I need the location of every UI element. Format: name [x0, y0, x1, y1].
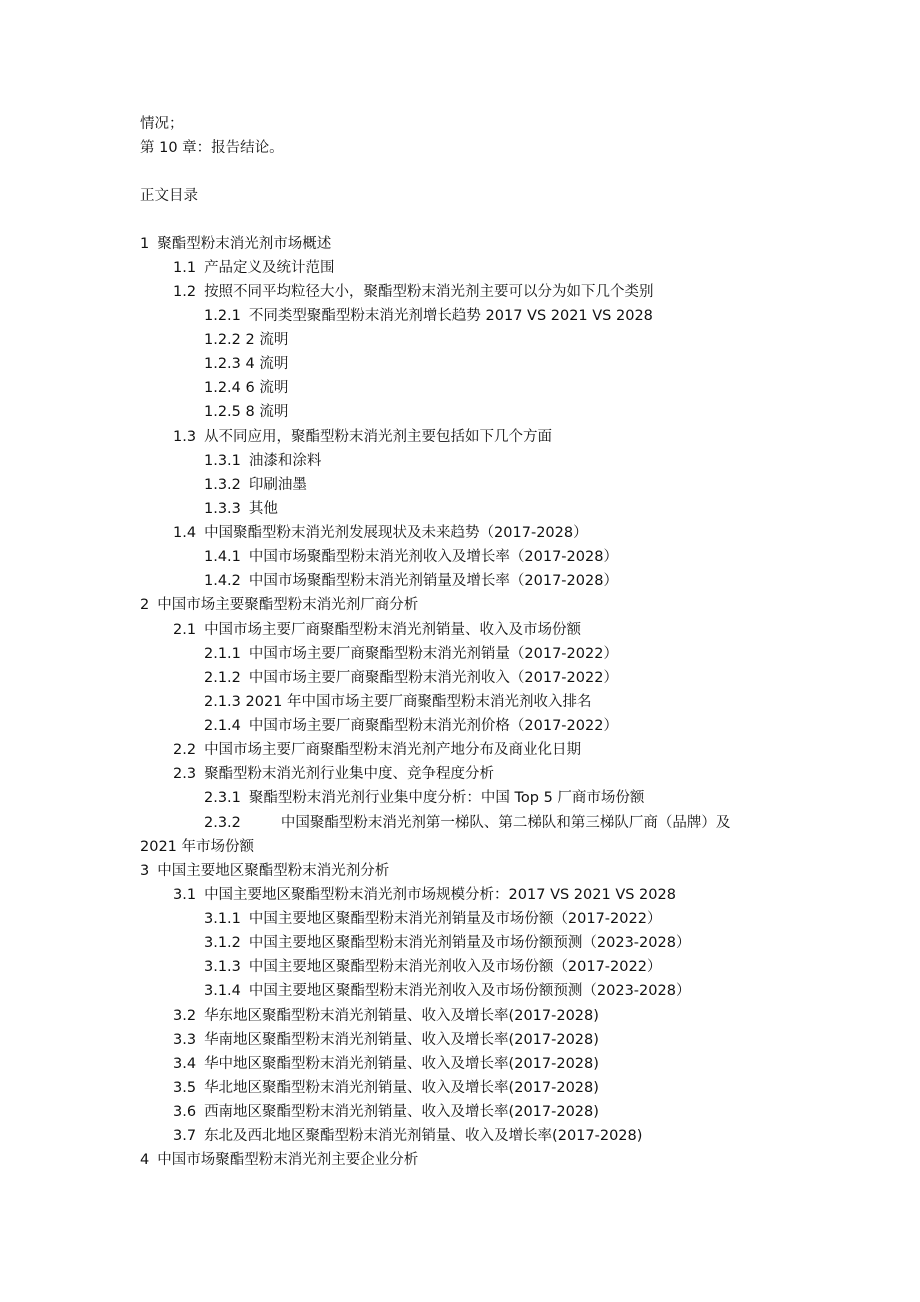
toc-entry-3-1 [173, 885, 676, 905]
toc-entry-2-2 [173, 740, 581, 760]
toc-number: 3.3 [173, 1032, 197, 1048]
toc-entry-3-1-3 [204, 957, 661, 977]
toc-title-text: 中国主要地区聚酯型粉末消光剂市场规模分析：2017 VS 2021 VS 2028 [204, 887, 676, 903]
toc-number: 2.1.2 [204, 670, 241, 686]
toc-title-text: 聚酯型粉末消光剂行业集中度分析：中国 Top 5 厂商市场份额 [248, 790, 645, 806]
toc-number: 2.3.2 [204, 815, 241, 831]
toc-title-text: 中国主要地区聚酯型粉末消光剂分析 [157, 863, 390, 879]
toc-entry-1-3 [173, 427, 552, 447]
toc-number: 3.1 [173, 887, 197, 903]
toc-number: 3.1.1 [204, 911, 241, 927]
toc-title-text: 不同类型聚酯型粉末消光剂增长趋势 2017 VS 2021 VS 2028 [248, 308, 653, 324]
toc-number: 1.1 [173, 260, 197, 276]
toc-title-text: 西南地区聚酯型粉末消光剂销量、收入及增长率(2017-2028) [204, 1104, 599, 1120]
toc-number: 3 [140, 863, 150, 879]
toc-entry-3-5 [173, 1078, 599, 1098]
toc-title-text: 油漆和涂料 [248, 453, 322, 469]
toc-number: 1.3.2 [204, 477, 241, 493]
toc-number: 4 [140, 1152, 150, 1168]
toc-number: 3.4 [173, 1056, 197, 1072]
toc-title-text: 中国主要地区聚酯型粉末消光剂销量及市场份额（2017-2022） [248, 911, 662, 927]
toc-entry-1-4-2 [204, 571, 618, 591]
toc-title-text: 东北及西北地区聚酯型粉末消光剂销量、收入及增长率(2017-2028) [204, 1128, 643, 1144]
toc-number: 2.1.1 [204, 646, 241, 662]
toc-number: 2.3.1 [204, 790, 241, 806]
toc-entry-2-1-3: 2.1.3 2021 年中国市场主要厂商聚酯型粉末消光剂收入排名 [204, 694, 592, 710]
toc-title: 正文目录 [140, 188, 198, 204]
toc-title-text: 中国市场聚酯型粉末消光剂主要企业分析 [157, 1152, 419, 1168]
toc-entry-1-2-5: 1.2.5 8 流明 [204, 404, 289, 420]
toc-entry-1-4 [173, 523, 588, 543]
toc-number: 3.1.2 [204, 935, 241, 951]
toc-title-text: 中国市场主要厂商聚酯型粉末消光剂产地分布及商业化日期 [204, 742, 582, 758]
toc-title-text: 聚酯型粉末消光剂行业集中度、竞争程度分析 [204, 766, 495, 782]
toc-number: 2.1 [173, 622, 197, 638]
toc-entry-2-1 [173, 620, 581, 640]
toc-entry-2-3-1 [204, 788, 644, 808]
toc-entry-3-4 [173, 1054, 599, 1074]
toc-entry-2-1-2 [204, 668, 618, 688]
toc-entry-1 [140, 234, 331, 254]
toc-entry-2-3-2-continuation: 2021 年市场份额 [140, 839, 255, 855]
toc-title-text: 中国主要地区聚酯型粉末消光剂收入及市场份额预测（2023-2028） [248, 983, 691, 999]
toc-entry-1-2-3: 1.2.3 4 流明 [204, 356, 289, 372]
toc-entry-3-1-1 [204, 909, 661, 929]
toc-title-text: 中国市场聚酯型粉末消光剂收入及增长率（2017-2028） [248, 549, 618, 565]
toc-entry-2-3 [173, 764, 494, 784]
toc-title-text: 中国聚酯型粉末消光剂第一梯队、第二梯队和第三梯队厂商（品牌）及 [280, 815, 731, 831]
toc-title-text: 按照不同平均粒径大小，聚酯型粉末消光剂主要可以分为如下几个类别 [204, 284, 654, 300]
toc-title-text: 华东地区聚酯型粉末消光剂销量、收入及增长率(2017-2028) [204, 1008, 599, 1024]
toc-entry-1-2-1 [204, 306, 653, 326]
toc-entry-1-2-2: 1.2.2 2 流明 [204, 332, 289, 348]
toc-title-text: 中国市场主要厂商聚酯型粉末消光剂销量、收入及市场份额 [204, 622, 582, 638]
toc-title-text: 中国聚酯型粉末消光剂发展现状及未来趋势（2017-2028） [204, 525, 588, 541]
toc-number: 1.4.2 [204, 573, 241, 589]
toc-number: 2.2 [173, 742, 197, 758]
toc-number: 1 [140, 236, 150, 252]
toc-title-text: 聚酯型粉末消光剂市场概述 [157, 236, 332, 252]
toc-title-text: 中国市场主要厂商聚酯型粉末消光剂销量（2017-2022） [248, 646, 618, 662]
intro-line-1: 情况； [140, 116, 184, 132]
toc-title-text: 从不同应用，聚酯型粉末消光剂主要包括如下几个方面 [204, 429, 553, 445]
toc-entry-1-3-2 [204, 475, 307, 495]
toc-entry-2-1-1 [204, 644, 618, 664]
toc-entry-3-2 [173, 1006, 599, 1026]
toc-number: 1.3 [173, 429, 197, 445]
toc-title-text: 中国市场主要厂商聚酯型粉末消光剂价格（2017-2022） [248, 718, 618, 734]
toc-entry-1-3-1 [204, 451, 321, 471]
toc-entry-1-2 [173, 282, 654, 302]
toc-entry-3-6 [173, 1102, 599, 1122]
toc-title-text: 中国主要地区聚酯型粉末消光剂收入及市场份额（2017-2022） [248, 959, 662, 975]
toc-number: 3.5 [173, 1080, 197, 1096]
toc-entry-3-7 [173, 1126, 642, 1146]
toc-title-text: 其他 [248, 501, 278, 517]
toc-number: 1.3.1 [204, 453, 241, 469]
toc-number: 3.1.4 [204, 983, 241, 999]
toc-number: 1.3.3 [204, 501, 241, 517]
toc-title-text: 华中地区聚酯型粉末消光剂销量、收入及增长率(2017-2028) [204, 1056, 599, 1072]
toc-number: 3.6 [173, 1104, 197, 1120]
toc-number: 3.1.3 [204, 959, 241, 975]
toc-entry-2 [140, 595, 418, 615]
toc-title-text: 产品定义及统计范围 [204, 260, 335, 276]
intro-line-2: 第 10 章：报告结论。 [140, 140, 284, 156]
toc-number: 1.2 [173, 284, 197, 300]
toc-number: 3.7 [173, 1128, 197, 1144]
toc-number: 1.2.1 [204, 308, 241, 324]
toc-title-text: 华南地区聚酯型粉末消光剂销量、收入及增长率(2017-2028) [204, 1032, 599, 1048]
toc-entry-1-1 [173, 258, 335, 278]
toc-number: 1.4.1 [204, 549, 241, 565]
toc-title-text: 中国市场主要聚酯型粉末消光剂厂商分析 [157, 597, 419, 613]
toc-entry-1-3-3 [204, 499, 278, 519]
toc-number: 2.1.4 [204, 718, 241, 734]
toc-entry-3-3 [173, 1030, 599, 1050]
toc-entry-3-1-4 [204, 981, 690, 1001]
toc-entry-4 [140, 1150, 418, 1170]
toc-title-text: 中国主要地区聚酯型粉末消光剂销量及市场份额预测（2023-2028） [248, 935, 691, 951]
toc-entry-2-3-2 [204, 813, 730, 833]
toc-title-text: 印刷油墨 [248, 477, 307, 493]
toc-entry-1-2-4: 1.2.4 6 流明 [204, 380, 289, 396]
toc-entry-2-1-4 [204, 716, 618, 736]
toc-number: 2 [140, 597, 150, 613]
toc-title-text: 中国市场主要厂商聚酯型粉末消光剂收入（2017-2022） [248, 670, 618, 686]
toc-entry-3 [140, 861, 389, 881]
toc-number: 2.3 [173, 766, 197, 782]
toc-entry-1-4-1 [204, 547, 618, 567]
toc-entry-3-1-2 [204, 933, 690, 953]
toc-number: 1.4 [173, 525, 197, 541]
toc-title-text: 华北地区聚酯型粉末消光剂销量、收入及增长率(2017-2028) [204, 1080, 599, 1096]
toc-title-text: 中国市场聚酯型粉末消光剂销量及增长率（2017-2028） [248, 573, 618, 589]
toc-number: 3.2 [173, 1008, 197, 1024]
